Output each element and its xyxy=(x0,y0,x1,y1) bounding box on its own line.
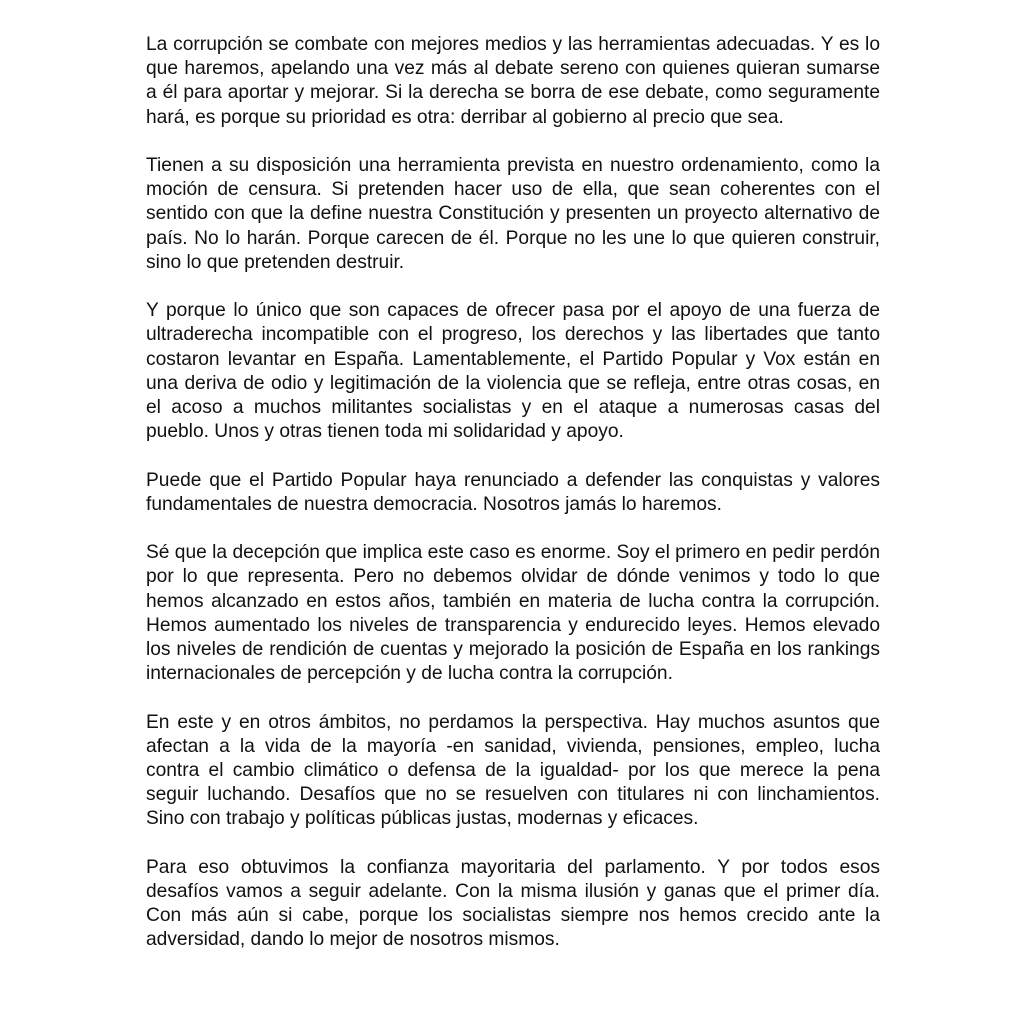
paragraph-1: La corrupción se combate con mejores medios y las herramientas adecuadas. Y es lo que haremos, apelando una vez más al debate sereno con quienes quieran sumarse a él para aportar y mejorar. Si la derecha se borra de ese debate, como seguramente hará, es porque su prioridad es otra: derribar al gobierno al precio que sea. xyxy=(146,34,880,128)
paragraph-6: En este y en otros ámbitos, no perdamos la perspectiva. Hay muchos asuntos que afectan a la vida de la mayoría -en sanidad, vivienda, pensiones, empleo, lucha contra el cambio climático o defensa de la igualdad- por los que merece la pena seguir luchando. Desafíos que no se resuelven con titulares ni con linchamientos. Sino con trabajo y políticas públicas justas, modernas y eficaces. xyxy=(146,711,880,830)
paragraph-7: Para eso obtuvimos la confianza mayoritaria del parlamento. Y por todos esos desafíos vamos a seguir adelante. Con la misma ilusión y ganas que el primer día. Con más aún si cabe, porque los socialistas siempre nos hemos crecido ante la adversidad, dando lo mejor de nosotros mismos. xyxy=(146,856,880,951)
paragraph-5: Sé que la decepción que implica este caso es enorme. Soy el primero en pedir perdón por lo que representa. Pero no debemos olvidar de dónde venimos y todo lo que hemos alcanzado en estos años, también en materia de lucha contra la corrupción. Hemos aumentado los niveles de transparencia y endurecido leyes. Hemos elevado los niveles de rendición de cuentas y mejorado la posición de España en los rankings internacionales de percepción y de lucha contra la corrupción. xyxy=(146,542,880,685)
document-page xyxy=(146,33,880,953)
paragraph-4: Puede que el Partido Popular haya renunciado a defender las conquistas y valores fundamentales de nuestra democracia. Nosotros jamás lo haremos. xyxy=(146,469,880,515)
paragraph-2: Tienen a su disposición una herramienta prevista en nuestro ordenamiento, como la moción de censura. Si pretenden hacer uso de ella, que sean coherentes con el sentido con que la define nuestra Constitución y presenten un proyecto alternativo de país. No lo harán. Porque carecen de él. Porque no les une lo que quieren construir, sino lo que pretenden destruir. xyxy=(146,155,880,273)
paragraph-3: Y porque lo único que son capaces de ofrecer pasa por el apoyo de una fuerza de ultraderecha incompatible con el progreso, los derechos y las libertades que tanto costaron levantar en España. Lamentablemente, el Partido Popular y Vox están en una deriva de odio y legitimación de la violencia que se refleja, entre otras cosas, en el acoso a muchos militantes socialistas y en el ataque a numerosas casas del pueblo. Unos y otras tienen toda mi solidaridad y apoyo. xyxy=(146,300,880,443)
